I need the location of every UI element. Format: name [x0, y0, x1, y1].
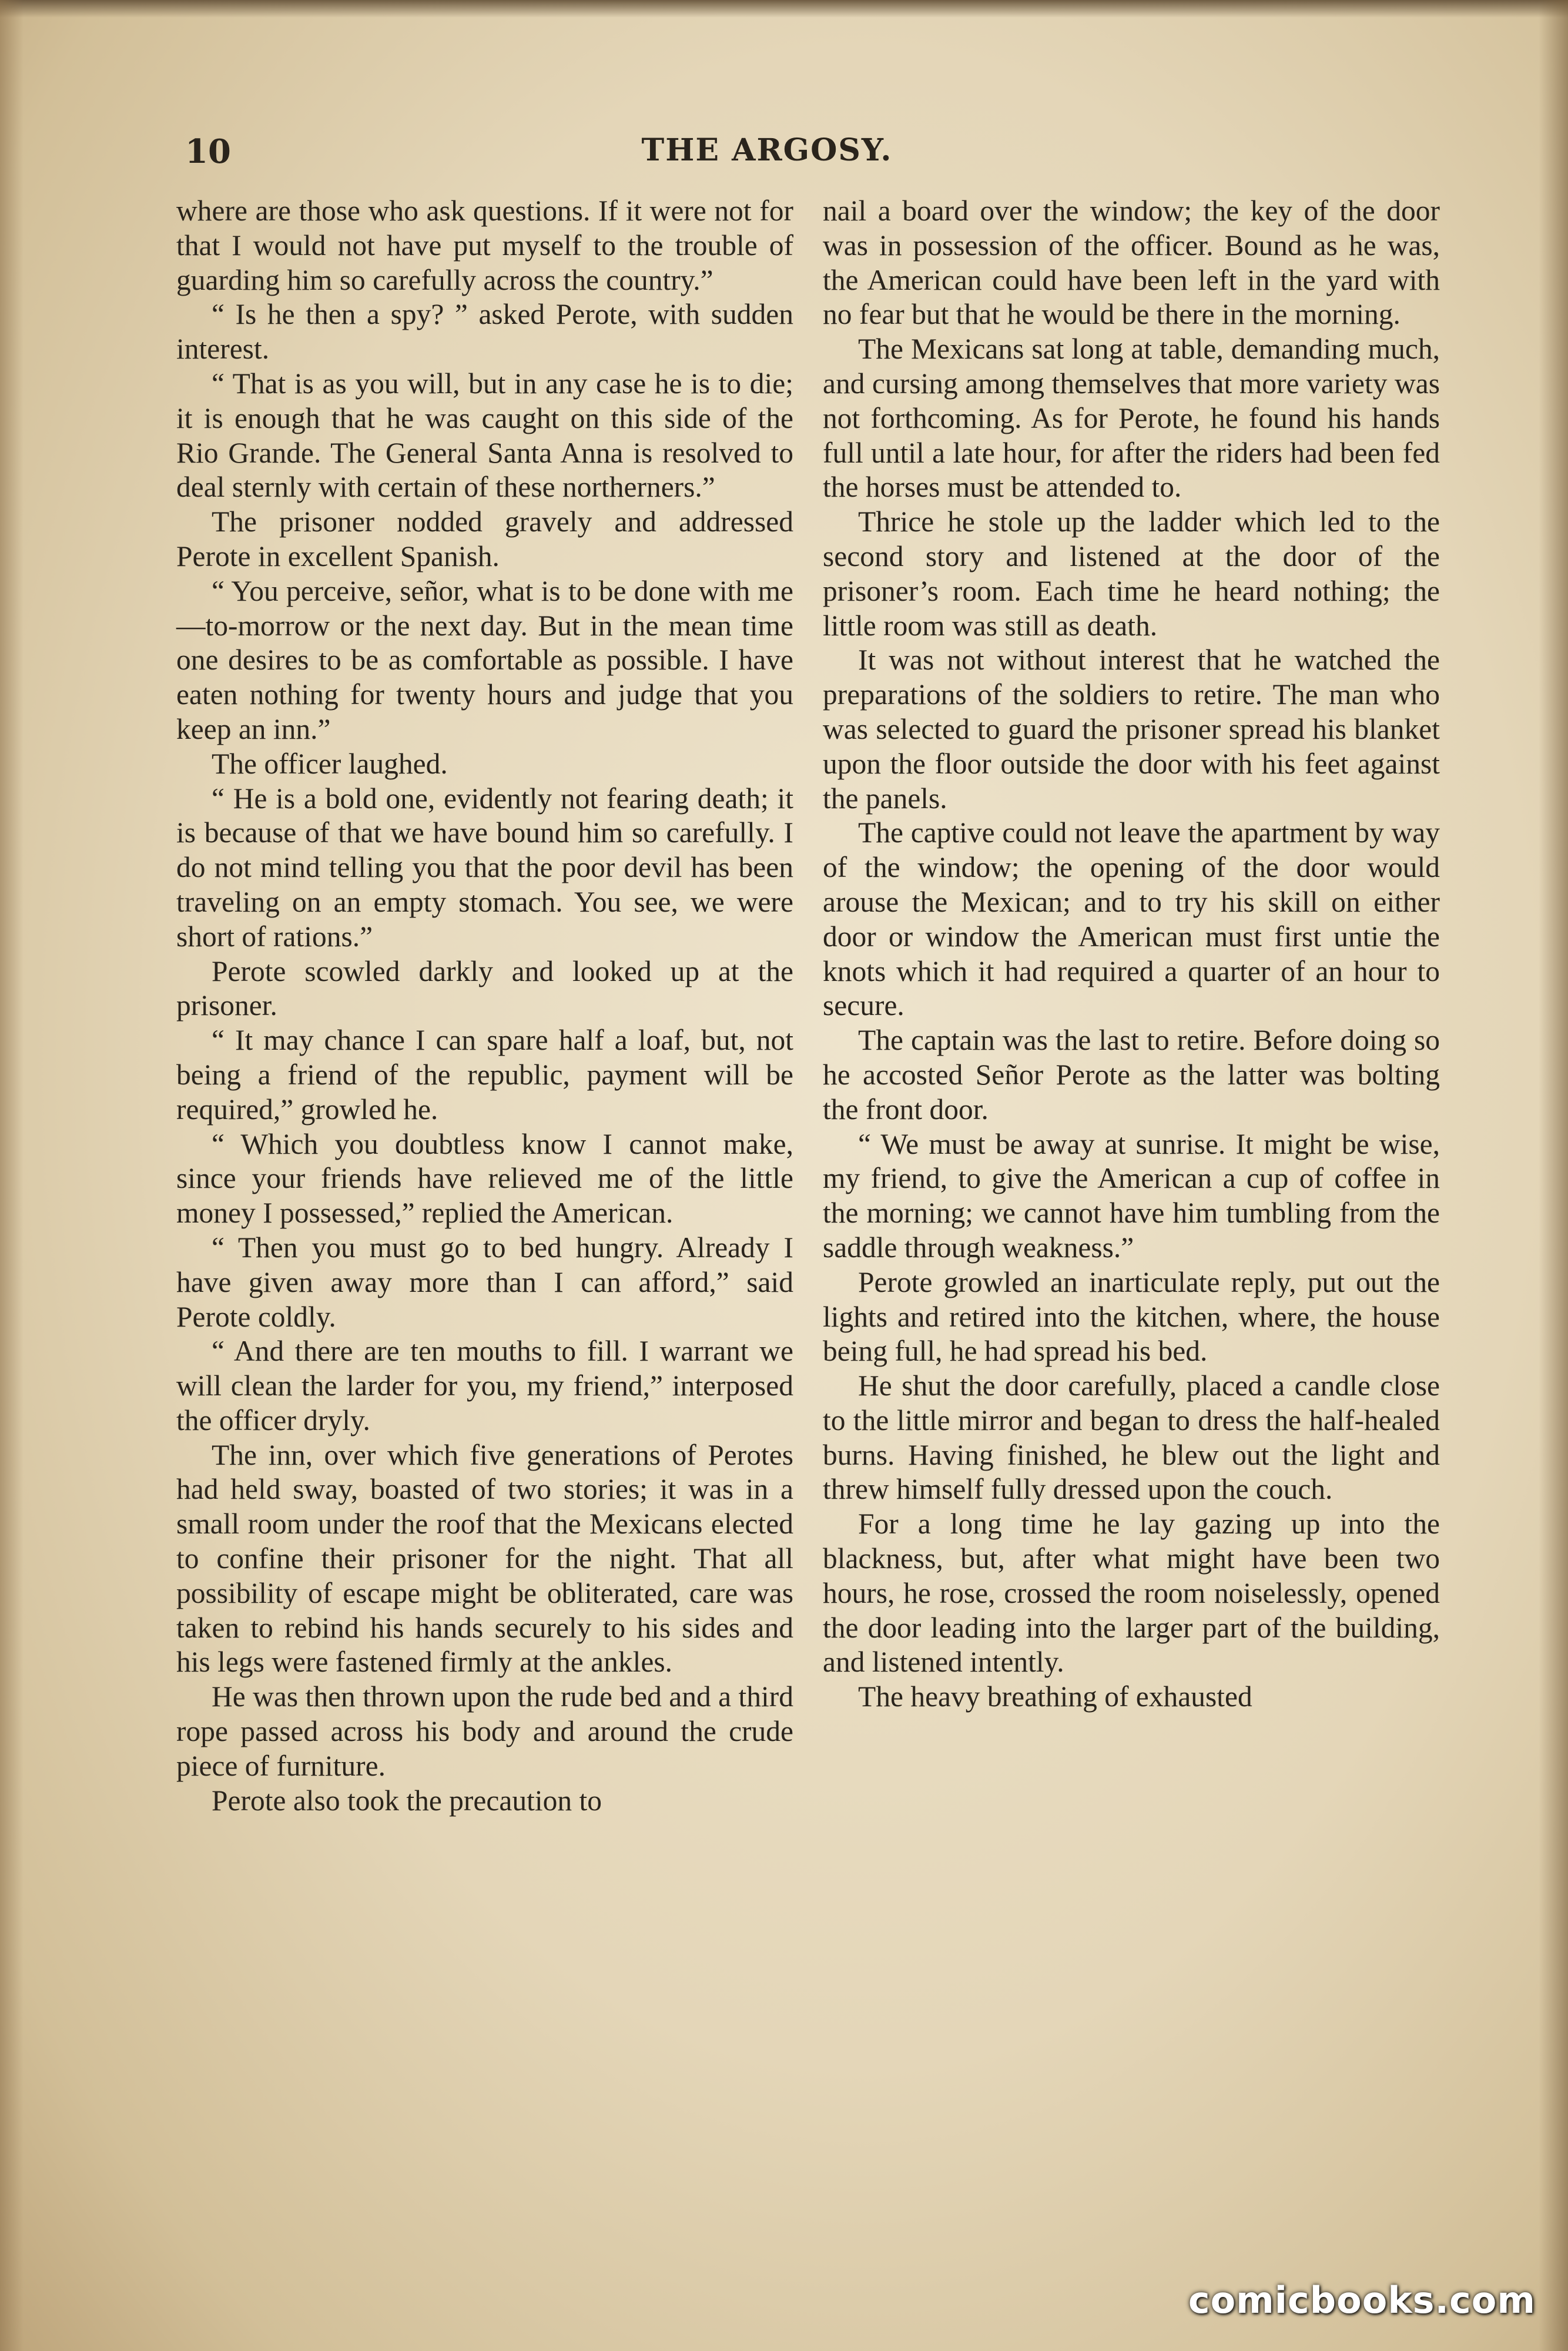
paragraph: “ Is he then a spy? ” asked Perote, with sudden interest.	[176, 298, 793, 366]
paragraph: “ He is a bold one, evidently not fearing death; it is because of that we have bound him so carefully. I do not mind telling you that the poor devil has been traveling on an empty stomach. You see, we were short of rations.”	[176, 782, 793, 953]
paragraph: He shut the door carefully, placed a candle close to the little mirror and began to dress the half-healed burns. Having finished, he blew out the light and threw himself fully dressed upon the couch.	[823, 1369, 1440, 1506]
left-column	[176, 194, 793, 1818]
page-header	[185, 132, 1349, 173]
paragraph: For a long time he lay gazing up into the blackness, but, after what might have been two hours, he rose, crossed the room noiselessly, opened the door leading into the larger part of the building, and listened intently.	[823, 1508, 1440, 1679]
paragraph: “ Then you must go to bed hungry. Already I have given away more than I can afford,” said Perote coldly.	[176, 1231, 793, 1333]
paragraph: He was then thrown upon the rude bed and a third rope passed across his body and around the crude piece of furniture.	[176, 1680, 793, 1782]
paragraph: Thrice he stole up the ladder which led to the second story and listened at the door of the prisoner’s room. Each time he heard nothing; the little room was still as death.	[823, 505, 1440, 642]
paragraph: The captive could not leave the apartment by way of the window; the opening of the door would arouse the Mexican; and to try his skill on either door or window the American must first untie the knots which it had required a quarter of an hour to secure.	[823, 816, 1440, 1022]
paragraph: The officer laughed.	[212, 747, 448, 780]
paragraph: Perote scowled darkly and looked up at the prisoner.	[176, 955, 793, 1022]
paragraph: nail a board over the window; the key of the door was in possession of the officer. Bound as he was, the American could have been left in the yard with no fear but that he would be there in the morning.	[823, 195, 1440, 331]
page-right-edge-shadow	[1539, 0, 1568, 2351]
paragraph: It was not without interest that he watched the preparations of the soldiers to retire. The man who was selected to guard the prisoner spread his blanket upon the floor outside the door with his feet against the panels.	[823, 644, 1440, 815]
paragraph: Perote growled an inarticulate reply, put out the lights and retired into the kitchen, where, the house being full, he had spread his bed.	[823, 1265, 1440, 1368]
paragraph: “ You perceive, señor, what is to be done with me—to-morrow or the next day. But in the mean time one desires to be as comfortable as possible. I have eaten nothing for twenty hours and judge that you keep an inn.”	[176, 574, 793, 745]
page-left-edge-shadow	[0, 0, 24, 2351]
watermark: comicbooks.com	[1188, 2279, 1536, 2322]
running-head: THE ARGOSY.	[641, 132, 893, 168]
paragraph: The heavy breathing of exhausted	[858, 1680, 1252, 1713]
paragraph: The captain was the last to retire. Before doing so he accosted Señor Perote as the latter was bolting the front door.	[823, 1024, 1440, 1126]
paragraph: Perote also took the precaution to	[212, 1784, 602, 1817]
paragraph: “ We must be away at sunrise. It might be wise, my friend, to give the American a cup of coffee in the morning; we cannot have him tumbling from the saddle through weakness.”	[823, 1127, 1440, 1264]
paragraph: “ Which you doubtless know I cannot make, since your friends have relieved me of the little money I possessed,” replied the American.	[176, 1127, 793, 1230]
paragraph: “ And there are ten mouths to fill. I warrant we will clean the larder for you, my friend,” interposed the officer dryly.	[176, 1335, 793, 1436]
paragraph: “ It may chance I can spare half a loaf, but, not being a friend of the republic, payment will be required,” growled he.	[176, 1024, 793, 1126]
right-column	[823, 194, 1440, 1714]
paragraph: The inn, over which five generations of Perotes had held sway, boasted of two stories; it was in a small room under the roof that the Mexicans elected to confine their prisoner for the night. That all possibility of escape might be obliterated, care was taken to rebind his hands securely to his sides and his legs were fastened firmly at the ankles.	[176, 1438, 793, 1679]
paragraph: “ That is as you will, but in any case he is to die; it is enough that he was caught on this side of the Rio Grande. The General Santa Anna is resolved to deal sternly with certain of these northerners.”	[176, 367, 793, 504]
paragraph: The prisoner nodded gravely and addressed Perote in excellent Spanish.	[176, 505, 793, 572]
page-top-edge-shadow	[0, 0, 1568, 18]
page-number: 10	[185, 132, 231, 171]
paragraph: The Mexicans sat long at table, demanding much, and cursing among themselves that more variety was not forthcoming. As for Perote, he found his hands full until a late hour, for after the riders had been fed the horses must be attended to.	[823, 333, 1440, 504]
paragraph: where are those who ask questions. If it were not for that I would not have put myself to the trouble of guarding him so carefully across the country.”	[176, 195, 793, 296]
